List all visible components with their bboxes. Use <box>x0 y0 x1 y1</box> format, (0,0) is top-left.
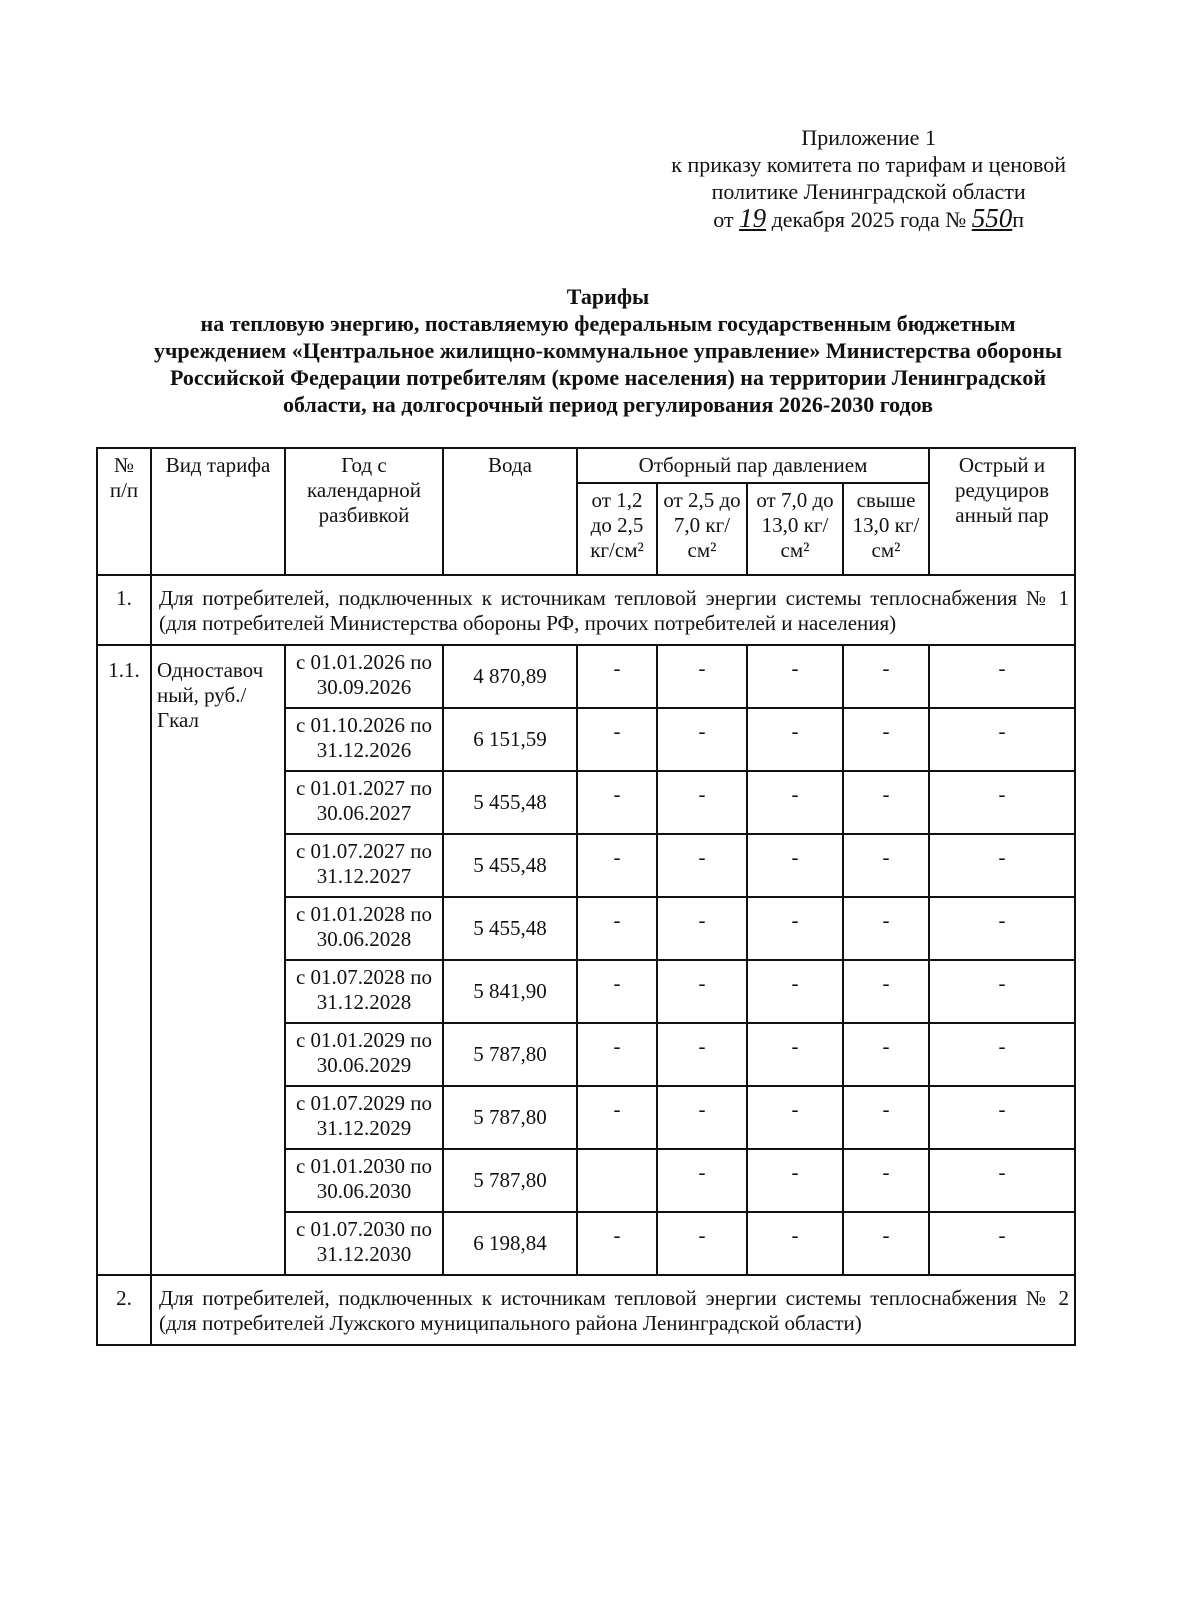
col-header-sharp-steam: Острый и редуциров анный пар <box>929 448 1075 575</box>
steam-2-value: - <box>657 1086 747 1149</box>
sharp-steam-value: - <box>929 834 1075 897</box>
tariff-rows <box>97 645 1075 1275</box>
sharp-steam-value: - <box>929 771 1075 834</box>
title-heading: Тарифы <box>566 284 650 309</box>
col-header-type: Вид тарифа <box>151 448 285 575</box>
section-num: 1. <box>97 575 151 645</box>
period-cell: с 01.01.2030 по 30.06.2030 <box>285 1149 443 1212</box>
period-cell: с 01.07.2029 по 31.12.2029 <box>285 1086 443 1149</box>
steam-3-value: - <box>747 1086 843 1149</box>
appendix-number: Приложение 1 <box>801 125 936 150</box>
steam-3-value: - <box>747 1023 843 1086</box>
water-value: 5 455,48 <box>443 897 577 960</box>
col-header-steam-2: от 2,5 до 7,0 кг/см² <box>657 483 747 575</box>
section-text: Для потребителей, подключенных к источникам тепловой энергии системы теплоснабжения № 2 (для потребителей Лужского муниципального района Ленинградской области) <box>151 1275 1075 1345</box>
steam-4-value: - <box>843 897 929 960</box>
steam-1-value: - <box>577 1212 657 1275</box>
steam-3-value: - <box>747 1149 843 1212</box>
sharp-steam-value: - <box>929 1086 1075 1149</box>
header-row-1 <box>97 448 1075 483</box>
tariff-row <box>97 645 1075 708</box>
col-header-water: Вода <box>443 448 577 575</box>
steam-3-value: - <box>747 771 843 834</box>
steam-2-value: - <box>657 645 747 708</box>
col-header-num: № п/п <box>97 448 151 575</box>
col-header-steam-1: от 1,2 до 2,5 кг/см² <box>577 483 657 575</box>
steam-1-value: - <box>577 1086 657 1149</box>
sharp-steam-value: - <box>929 645 1075 708</box>
sharp-steam-value: - <box>929 708 1075 771</box>
steam-2-value: - <box>657 1212 747 1275</box>
steam-4-value: - <box>843 1086 929 1149</box>
steam-3-value: - <box>747 897 843 960</box>
tariff-type: Одноставоч ный, руб./Гкал <box>151 645 285 1275</box>
order-date-line <box>671 205 1066 233</box>
steam-3-value: - <box>747 645 843 708</box>
col-header-steam-4: свыше 13,0 кг/см² <box>843 483 929 575</box>
handwritten-day: 19 <box>739 203 767 233</box>
document-title <box>96 283 1120 418</box>
steam-4-value: - <box>843 1023 929 1086</box>
steam-2-value: - <box>657 897 747 960</box>
period-cell: с 01.07.2027 по 31.12.2027 <box>285 834 443 897</box>
steam-3-value: - <box>747 960 843 1023</box>
steam-1-value: - <box>577 771 657 834</box>
water-value: 5 455,48 <box>443 771 577 834</box>
steam-2-value: - <box>657 771 747 834</box>
water-value: 5 455,48 <box>443 834 577 897</box>
col-header-steam-3: от 7,0 до 13,0 кг/см² <box>747 483 843 575</box>
period-cell: с 01.07.2028 по 31.12.2028 <box>285 960 443 1023</box>
tariff-table <box>96 447 1076 1346</box>
sharp-steam-value: - <box>929 960 1075 1023</box>
steam-3-value: - <box>747 834 843 897</box>
sharp-steam-value: - <box>929 1149 1075 1212</box>
period-cell: с 01.01.2029 по 30.06.2029 <box>285 1023 443 1086</box>
title-line-2: учреждением «Центральное жилищно-коммунальное управление» Министерства обороны <box>153 338 1063 363</box>
sharp-steam-value: - <box>929 1212 1075 1275</box>
water-value: 4 870,89 <box>443 645 577 708</box>
steam-1-value: - <box>577 645 657 708</box>
steam-2-value: - <box>657 834 747 897</box>
steam-4-value: - <box>843 645 929 708</box>
steam-2-value: - <box>657 960 747 1023</box>
steam-4-value: - <box>843 960 929 1023</box>
sharp-steam-value: - <box>929 897 1075 960</box>
water-value: 5 787,80 <box>443 1086 577 1149</box>
section-row-1 <box>97 575 1075 645</box>
steam-4-value: - <box>843 708 929 771</box>
sharp-steam-value: - <box>929 1023 1075 1086</box>
steam-4-value: - <box>843 1149 929 1212</box>
steam-4-value: - <box>843 834 929 897</box>
water-value: 6 198,84 <box>443 1212 577 1275</box>
steam-1-value: - <box>577 834 657 897</box>
handwritten-order-number: 550 <box>971 203 1013 233</box>
title-line-1: на тепловую энергию, поставляемую федеральным государственным бюджетным <box>200 311 1016 336</box>
water-value: 5 841,90 <box>443 960 577 1023</box>
section-text: Для потребителей, подключенных к источникам тепловой энергии системы теплоснабжения № 1 (для потребителей Министерства обороны РФ, прочих потребителей и населения) <box>151 575 1075 645</box>
order-suffix: п <box>1012 207 1025 232</box>
col-header-steam-group: Отборный пар давлением <box>577 448 929 483</box>
steam-1-value: - <box>577 708 657 771</box>
date-middle: декабря 2025 года № <box>771 207 967 232</box>
section-num: 2. <box>97 1275 151 1345</box>
col-header-year: Год с календарной разбивкой <box>285 448 443 575</box>
period-cell: с 01.07.2030 по 31.12.2030 <box>285 1212 443 1275</box>
order-reference: к приказу комитета по тарифам и ценовой <box>671 152 1066 177</box>
water-value: 5 787,80 <box>443 1023 577 1086</box>
steam-1-value: - <box>577 960 657 1023</box>
period-cell: с 01.01.2028 по 30.06.2028 <box>285 897 443 960</box>
steam-3-value: - <box>747 1212 843 1275</box>
steam-1-value: - <box>577 897 657 960</box>
period-cell: с 01.10.2026 по 31.12.2026 <box>285 708 443 771</box>
water-value: 5 787,80 <box>443 1149 577 1212</box>
order-authority: политике Ленинградской области <box>711 179 1026 204</box>
steam-2-value: - <box>657 1023 747 1086</box>
date-prefix: от <box>713 207 734 232</box>
appendix-header <box>671 124 1066 233</box>
steam-2-value: - <box>657 708 747 771</box>
period-cell: с 01.01.2027 по 30.06.2027 <box>285 771 443 834</box>
subsection-num: 1.1. <box>97 645 151 1275</box>
steam-1-value <box>577 1149 657 1212</box>
steam-2-value: - <box>657 1149 747 1212</box>
steam-1-value: - <box>577 1023 657 1086</box>
water-value: 6 151,59 <box>443 708 577 771</box>
title-line-3: Российской Федерации потребителям (кроме населения) на территории Ленинградской <box>169 365 1046 390</box>
period-cell: с 01.01.2026 по 30.09.2026 <box>285 645 443 708</box>
section-row-2 <box>97 1275 1075 1345</box>
title-line-4: области, на долгосрочный период регулирования 2026-2030 годов <box>283 392 933 417</box>
steam-4-value: - <box>843 771 929 834</box>
steam-3-value: - <box>747 708 843 771</box>
steam-4-value: - <box>843 1212 929 1275</box>
